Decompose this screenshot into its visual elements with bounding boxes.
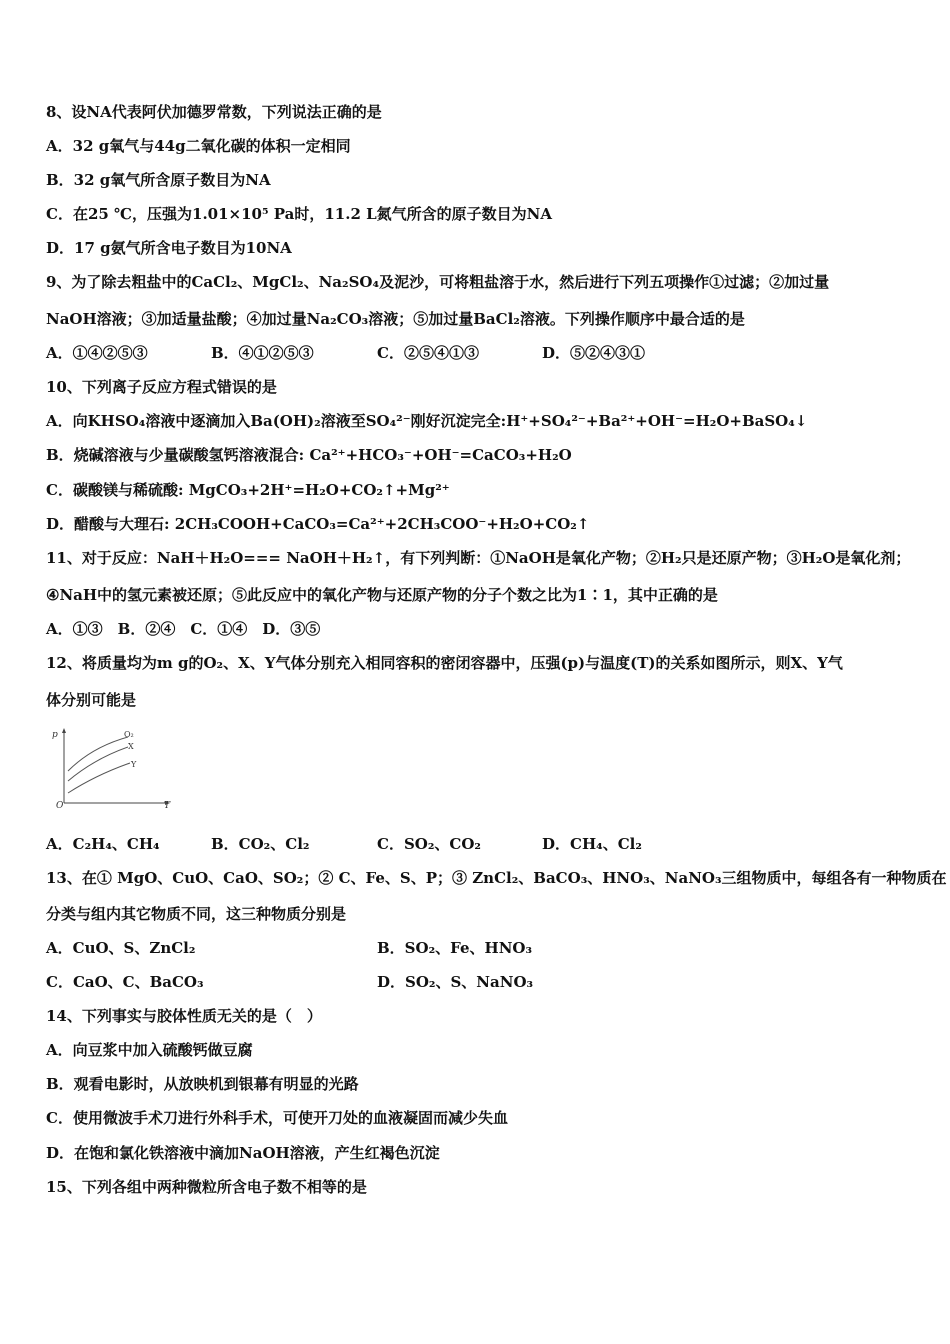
q13-option-b: B．SO₂、Fe、HNO₃ bbox=[377, 939, 533, 957]
graph-line-o2 bbox=[68, 737, 128, 771]
q9-option-b: B．④①②⑤③ bbox=[211, 344, 314, 362]
q9-option-c: C．②⑤④①③ bbox=[377, 344, 479, 362]
q11-options: A．①③ B．②④ C．①④ D．③⑤ bbox=[46, 620, 321, 638]
q8-option-b: B．32 g氧气所含原子数目为NA bbox=[46, 171, 271, 189]
q12-option-d: D．CH₄、Cl₂ bbox=[542, 835, 642, 853]
q13-stem-line2: 分类与组内其它物质不同，这三种物质分别是 bbox=[46, 905, 347, 923]
q11-stem-line1: 11、对于反应：NaH＋H₂O=== NaOH＋H₂↑，有下列判断：①NaOH是氧化产物；②H₂只是还原产物；③H₂O是氧化剂； bbox=[46, 549, 911, 567]
q10-option-c: C．碳酸镁与稀硫酸: MgCO₃+2H⁺=H₂O+CO₂↑+Mg²⁺ bbox=[46, 481, 450, 499]
graph-label-t: T bbox=[164, 801, 171, 809]
q8-option-d: D．17 g氨气所含电子数目为10NA bbox=[46, 239, 292, 257]
q10-option-b: B．烧碱溶液与少量碳酸氢钙溶液混合: Ca²⁺+HCO₃⁻+OH⁻=CaCO₃+H₂O bbox=[46, 446, 572, 464]
graph-line-y bbox=[68, 763, 130, 793]
graph-label-origin: O bbox=[56, 801, 64, 809]
q15-stem: 15、下列各组中两种微粒所含电子数不相等的是 bbox=[46, 1178, 367, 1196]
q12-option-b: B．CO₂、Cl₂ bbox=[211, 835, 310, 853]
q13-option-c: C．CaO、C、BaCO₃ bbox=[46, 973, 204, 991]
pressure-temperature-graph bbox=[52, 727, 177, 809]
q10-option-a: A．向KHSO₄溶液中逐滴加入Ba(OH)₂溶液至SO₄²⁻刚好沉淀完全:H⁺+SO₄²⁻+Ba²⁺+OH⁻=H₂O+BaSO₄↓ bbox=[46, 412, 808, 430]
q8-option-c: C．在25 ℃，压强为1.01×10⁵ Pa时，11.2 L氮气所含的原子数目为NA bbox=[46, 205, 553, 223]
graph-y-arrow bbox=[62, 728, 66, 733]
q13-stem-line1: 13、在① MgO、CuO、CaO、SO₂；② C、Fe、S、P；③ ZnCl₂、BaCO₃、HNO₃、NaNO₃三组物质中，每组各有一种物质在 bbox=[46, 869, 947, 887]
q14-option-c: C．使用微波手术刀进行外科手术，可使开刀处的血液凝固而减少失血 bbox=[46, 1109, 508, 1127]
q11-stem-line2: ④NaH中的氢元素被还原；⑤此反应中的氧化产物与还原产物的分子个数之比为1∶1，其中正确的是 bbox=[46, 586, 718, 604]
q12-option-a: A．C₂H₄、CH₄ bbox=[46, 835, 160, 853]
q10-stem: 10、下列离子反应方程式错误的是 bbox=[46, 378, 277, 396]
q13-option-d: D．SO₂、S、NaNO₃ bbox=[377, 973, 534, 991]
q9-option-a: A．①④②⑤③ bbox=[46, 344, 148, 362]
graph-label-o2: O₂ bbox=[124, 730, 134, 739]
q10-option-d: D．醋酸与大理石: 2CH₃COOH+CaCO₃=Ca²⁺+2CH₃COO⁻+H₂O+CO₂↑ bbox=[46, 515, 590, 533]
q12-option-c: C．SO₂、CO₂ bbox=[377, 835, 481, 853]
q8-stem: 8、设NA代表阿伏加德罗常数，下列说法正确的是 bbox=[46, 103, 382, 121]
graph-label-p: p bbox=[52, 730, 58, 740]
graph-label-x: X bbox=[128, 742, 134, 751]
q13-option-a: A．CuO、S、ZnCl₂ bbox=[46, 939, 196, 957]
graph-label-y: Y bbox=[131, 760, 137, 769]
q14-option-d: D．在饱和氯化铁溶液中滴加NaOH溶液，产生红褐色沉淀 bbox=[46, 1144, 440, 1162]
q14-stem: 14、下列事实与胶体性质无关的是（ ） bbox=[46, 1007, 322, 1025]
q8-option-a: A．32 g氧气与44g二氧化碳的体积一定相同 bbox=[46, 137, 351, 155]
q12-stem-line1: 12、将质量均为m g的O₂、X、Y气体分别充入相同容积的密闭容器中，压强(p)与温度(T)的关系如图所示，则X、Y气 bbox=[46, 654, 843, 672]
q9-stem-line2: NaOH溶液；③加适量盐酸；④加过量Na₂CO₃溶液；⑤加过量BaCl₂溶液。下列操作顺序中最合适的是 bbox=[46, 310, 745, 328]
q14-option-b: B．观看电影时，从放映机到银幕有明显的光路 bbox=[46, 1075, 359, 1093]
q9-option-d: D．⑤②④③① bbox=[542, 344, 646, 362]
q9-stem-line1: 9、为了除去粗盐中的CaCl₂、MgCl₂、Na₂SO₄及泥沙，可将粗盐溶于水，然后进行下列五项操作①过滤；②加过量 bbox=[46, 273, 830, 291]
q14-option-a: A．向豆浆中加入硫酸钙做豆腐 bbox=[46, 1041, 253, 1059]
q12-stem-line2: 体分别可能是 bbox=[46, 691, 137, 709]
